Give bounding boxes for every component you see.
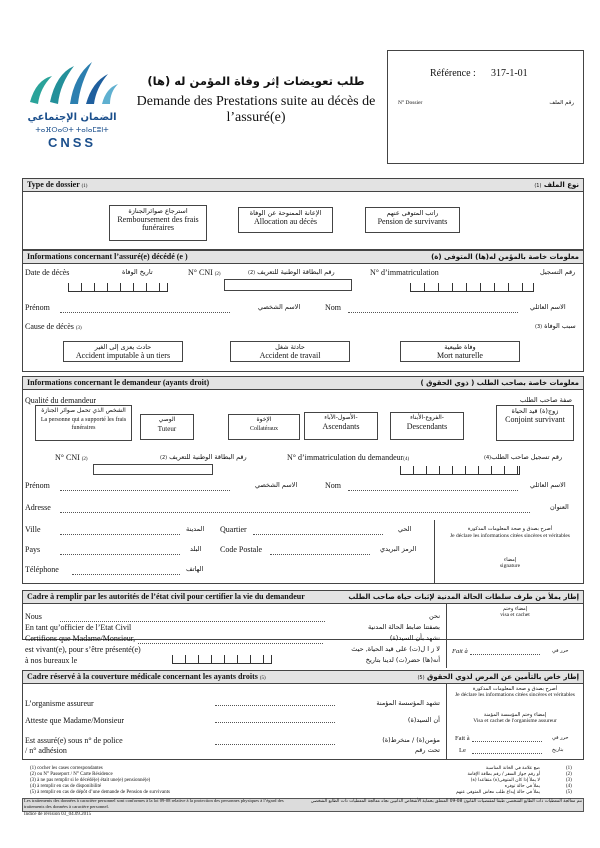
atteste-input[interactable]	[215, 722, 335, 723]
pays-input[interactable]	[60, 554, 180, 555]
immat-input[interactable]	[410, 283, 534, 292]
qualite-fr: Tuteur	[157, 424, 177, 433]
cause-mort-naturelle[interactable]	[400, 341, 520, 362]
quartier-input[interactable]	[253, 534, 383, 535]
immat-label: N° d’immatriculation	[370, 268, 439, 277]
civil-title-ar: إطار يملأ من طرف سلطات الحالة المدنية لإثبات حياة صاحب الطلب	[348, 593, 579, 601]
option-fr: Remboursement des frais funéraires	[117, 214, 199, 232]
qualite-ar: زوج(ة) قيد الحياة	[511, 407, 559, 415]
qualite-tuteur[interactable]	[140, 414, 194, 440]
dossier-label-ar: رقم الملف	[549, 100, 574, 106]
prenom-input[interactable]	[60, 312, 230, 313]
cause-label-ar-text: سبب الوفاة	[544, 322, 576, 330]
qualite-conjoint[interactable]	[496, 405, 574, 441]
app-cni-label-ar	[160, 453, 247, 461]
qualite-fr: Collatéraux	[250, 425, 278, 432]
app-nom-label: Nom	[325, 481, 341, 490]
app-nom-input[interactable]	[348, 490, 518, 491]
app-prenom-label: Prénom	[25, 481, 50, 490]
cause-fr: Accident de travail	[259, 350, 321, 360]
ville-input[interactable]	[60, 534, 180, 535]
type-dossier-title-ar: نوع الملف	[543, 181, 579, 189]
cp-input[interactable]	[270, 554, 370, 555]
atteste-label-ar: أن السيد(ة)	[407, 716, 440, 724]
footnote-num: (3)	[566, 778, 572, 783]
option-remboursement-frais[interactable]	[109, 205, 207, 241]
police-label-ar2: تحت رقم	[414, 746, 440, 754]
prenom-label-ar: الاسم الشخصي	[258, 303, 301, 311]
footnote-fr: (4) à remplir en cas de disponibilité	[30, 784, 102, 789]
applicant-header	[22, 376, 584, 390]
nom-input[interactable]	[348, 312, 518, 313]
qualite-collateraux[interactable]	[228, 414, 300, 440]
cp-label: Code Postale	[220, 545, 262, 554]
cni-label-text: N° CNI	[188, 268, 213, 277]
app-immat-ar-text: رقم تسجيل صاحب الطلب	[491, 453, 563, 461]
date-deces-label-ar: تاريخ الوفاة	[122, 268, 153, 276]
app-immat-text: N° d’immatriculation du demandeur	[287, 453, 404, 462]
civil-stamp-fr: visa et cachet	[500, 612, 530, 618]
qualite-ar: الوصي	[158, 416, 176, 423]
civil-nous-input[interactable]	[60, 621, 325, 622]
quartier-label-ar: الحي	[398, 525, 412, 533]
legal-ar: تتم معالجة المعطيات ذات الطابع الشخصي طبقا لمقتضيات القانون 08-09 المتعلق بحماية الأشخاص الذاتيين تجاه معالجة المعطيات ذات الطابع الشخصي	[310, 799, 582, 804]
type-dossier-note-ar: (1)	[534, 183, 542, 189]
logo-tifinagh: ⵜⴰⴼⵔⴰⵙⵜ ⵜⴰⵏⴰⵎⵓⵏⵜ	[35, 126, 109, 134]
cp-label-ar: الرمز البريدي	[380, 545, 417, 553]
footnote-fr: (3) à ne pas remplir si le décédé(e) était une(e) pensionné(e)	[30, 778, 151, 783]
option-fr: Allocation au décès	[253, 216, 318, 226]
qualite-ar: الإخوة	[256, 416, 272, 423]
option-fr: Pension de survivants	[377, 216, 448, 226]
cause-label-text: Cause de décès	[25, 322, 74, 331]
police-label-ar: مؤمن(ة) / منخرط(ة)	[382, 736, 440, 744]
civil-line-ar: أنه(ها) حضر(ت) لدينا بتاريخ	[365, 656, 440, 664]
adresse-label: Adresse	[25, 503, 51, 512]
civil-line-ar: نشهد بأن السيد(ة)	[389, 634, 440, 642]
footnote-num: (4)	[566, 784, 572, 789]
civil-title: Cadre à remplir par les autorités de l’état civil pour certifier la vie du demandeur	[27, 592, 305, 601]
medical-note-ar: (5)	[417, 675, 425, 681]
cause-label	[25, 322, 82, 331]
civil-stamp-ar: إمضاء وختم	[502, 606, 528, 612]
police-input[interactable]	[215, 744, 335, 745]
applicant-title: Informations concernant le demandeur (ayants droit)	[27, 378, 210, 387]
option-ar: استرجاع صوائرالجنازة	[128, 207, 188, 215]
medical-title: Cadre réservé à la couverture médicale concernant les ayants droits	[27, 672, 258, 681]
app-immat-label-ar	[484, 453, 562, 461]
footnote-ar: يملأ في حالة إيداع طلب معاش المتوفى عنهم	[455, 790, 540, 795]
type-dossier-note: (1)	[81, 184, 88, 189]
option-pension-survivants[interactable]	[365, 207, 460, 233]
pays-label: Pays	[25, 545, 41, 554]
qualite-descendants[interactable]	[390, 412, 464, 440]
applicant-title-ar: معلومات خاصة بصاحب الطلب ( ذوي الحقوق )	[420, 379, 579, 387]
civil-line-fr: Nous	[25, 612, 42, 621]
date-deces-label: Date de décès	[25, 268, 70, 277]
footnote-ar: لا يملأ إذا كان المتوفى(ة) متقاعدا (ة)	[470, 778, 540, 783]
insured-title-ar: معلومات خاصة بالمؤمن له(ها) المتوفى (ة)	[431, 253, 579, 261]
medical-fait-ar: حرر في	[552, 735, 569, 741]
logo-emblem-icon	[22, 52, 122, 112]
ville-label: Ville	[25, 525, 41, 534]
app-cni-label	[55, 453, 88, 462]
insured-header	[22, 250, 584, 264]
civil-line-ar: نحن	[429, 612, 440, 620]
qualite-fr: Descendants	[406, 421, 448, 431]
nom-label-ar: الاسم العائلي	[530, 303, 566, 311]
cause-label-ar	[535, 322, 576, 330]
option-ar: الإعانة الممنوحة عن الوفاة	[249, 209, 322, 217]
app-cni-text: N° CNI	[55, 453, 80, 462]
app-nom-label-ar: الاسم العائلي	[530, 481, 566, 489]
cause-ar: حادث يعزى إلى الغير	[94, 343, 152, 351]
medical-decl-fr: Je déclare les informations citées sincères et véritables	[455, 692, 575, 698]
logo-cnss: CNSS	[47, 135, 97, 150]
app-immat-note-ar: (4)	[484, 455, 492, 461]
qualite-fr: Conjoint survivant	[505, 414, 565, 424]
date-deces-input[interactable]	[68, 283, 168, 292]
cause-note-ar: (3)	[535, 324, 543, 330]
title-french: Demande des Prestations suite au décès de l’assuré(e)	[136, 94, 376, 125]
medical-fait-label: Fait à	[455, 735, 470, 742]
type-dossier-header	[22, 178, 584, 192]
cause-ar: وفاة طبيعية	[444, 343, 476, 351]
sig-ar: إمضاء	[503, 557, 517, 563]
civil-fait-ar: حرر في	[552, 648, 569, 654]
prenom-label: Prénom	[25, 303, 50, 312]
adhesion-label: / n° adhésion	[25, 746, 67, 755]
medical-note: (5)	[259, 676, 266, 681]
qualite-label-ar: صفة صاحب الطلب	[520, 396, 572, 404]
title-arabic: طلب تعويضات إثر وفاة المؤمن له (ها)	[147, 74, 365, 88]
footnote-fr: (5) à remplir en cas de dépôt d’une demande de Pension de survivants	[30, 790, 170, 795]
decl-ar: أصرح بصدق و صحة المعلومات المذكورة	[467, 526, 553, 532]
cni-input[interactable]	[224, 279, 352, 291]
qualite-ascendants[interactable]	[304, 412, 378, 440]
footnote-num: (5)	[566, 790, 572, 795]
org-label: L’organisme assureur	[25, 699, 94, 708]
medical-header	[22, 670, 584, 684]
qualite-fr: Ascendants	[322, 421, 360, 431]
footnote-ar: أو رقم جواز السفر / رقم بطاقة الإقامة	[467, 772, 540, 777]
app-prenom-input[interactable]	[60, 490, 230, 491]
civil-line-ar: بصفتنا ضابط الحالة المدنية	[368, 623, 440, 631]
medical-stamp-fr: Visa et cachet de l'organisme assureur	[473, 718, 557, 724]
footnote-fr: (1) cocher les cases correspondantes	[30, 766, 103, 771]
cni-label	[188, 268, 221, 277]
cause-accident-travail[interactable]	[230, 341, 350, 362]
civil-madame-input[interactable]	[138, 643, 323, 644]
civil-date-input[interactable]	[172, 655, 272, 664]
app-cni-ar-text: رقم البطاقة الوطنية للتعريف	[169, 453, 247, 461]
app-immat-label	[287, 453, 409, 462]
cni-label-ar-text: رقم البطاقة الوطنية للتعريف	[257, 268, 335, 276]
cause-fr: Accident imputable à un tiers	[75, 350, 171, 360]
medical-decl-ar: أصرح بصدق و صحة المعلومات المذكورة	[472, 686, 558, 692]
tel-label: Téléphone	[25, 565, 59, 574]
app-cni-note: (2)	[81, 457, 88, 462]
app-immat-input[interactable]	[400, 466, 520, 475]
adresse-label-ar: العنوان	[550, 503, 569, 511]
app-cni-note-ar: (2)	[160, 455, 168, 461]
cni-note-ar: (2)	[248, 270, 256, 276]
app-cni-input[interactable]	[93, 464, 213, 475]
adresse-input[interactable]	[60, 512, 530, 513]
insured-title: Informations concernant l’assuré(e) décédé (e )	[27, 252, 188, 261]
medical-fait-input[interactable]	[472, 741, 542, 742]
decl-fr: Je déclare les informations citées sincères et véritables	[450, 533, 570, 539]
qualite-fr: La personne qui a supporté les frais funéraires	[40, 416, 127, 431]
quartier-label: Quartier	[220, 525, 247, 534]
revision-index: Indice de révision 03_04.09.2015	[24, 812, 92, 817]
ville-label-ar: المدينة	[186, 525, 205, 533]
footnote-num: (2)	[566, 772, 572, 777]
immat-label-ar: رقم التسجيل	[540, 268, 576, 276]
dossier-label-fr: N° Dossier	[398, 100, 423, 106]
legal-fr: Les traitements des données à caractère personnel sont conformes à la loi 09-08 relative à la protection des personnes physiques à l’égard des traitements des données à caractère personnel.	[24, 798, 284, 809]
civil-line-fr: à nos bureaux le	[25, 656, 78, 665]
cause-ar: حادثة شغل	[275, 343, 305, 351]
medical-le-ar: بتاريخ	[552, 747, 564, 753]
medical-le-label: Le	[459, 747, 466, 754]
logo-arabic: الضمان الإجتماعي	[27, 112, 117, 123]
civil-header	[22, 590, 584, 604]
civil-line-fr: est vivant(e), pour s’être présenté(e)	[25, 645, 141, 654]
app-prenom-label-ar: الاسم الشخصي	[255, 481, 298, 489]
cause-fr: Mort naturelle	[437, 350, 483, 360]
atteste-label: Atteste que Madame/Monsieur	[25, 716, 125, 725]
footnote-ar: ضع علامة في الخانة المناسبة	[485, 766, 540, 771]
sig-fr: signature	[499, 563, 521, 569]
option-ar: راتب المتوفى عنهم	[386, 209, 439, 217]
qualite-frais-funeraires[interactable]	[35, 405, 132, 441]
footnote-fr: (2) ou N° Passeport / N° Carte Résidence	[30, 772, 113, 777]
civil-line-fr: Certifions que Madame/Monsieur,	[25, 634, 136, 643]
cause-accident-tiers[interactable]	[63, 341, 183, 362]
qualite-ar: الأصول-الآباء-	[324, 414, 358, 421]
footnote-num: (1)	[566, 766, 572, 771]
org-label-ar: تشهد المؤسسة المؤمنة	[376, 699, 440, 707]
cause-note: (3)	[75, 326, 82, 331]
medical-le-input[interactable]	[472, 753, 542, 754]
reference-label: Référence :	[430, 68, 476, 79]
type-dossier-title: Type de dossier	[27, 180, 80, 189]
option-allocation-deces[interactable]	[238, 207, 333, 233]
footnote-ar: يملأ في حالة توفره	[504, 784, 540, 789]
reference-box	[387, 50, 584, 164]
pays-label-ar: البلد	[190, 545, 202, 553]
civil-line-fr: En tant qu’officier de l’Etat Civil	[25, 623, 132, 632]
civil-fait-label: Fait à	[452, 648, 468, 655]
medical-stamp-ar: إمضاء وختم المؤسسة المؤمنة	[483, 712, 547, 718]
medical-stamp-box	[446, 684, 447, 760]
org-input[interactable]	[215, 705, 335, 706]
cni-note: (2)	[214, 272, 221, 277]
police-label: Est assuré(e) sous n° de police	[25, 736, 123, 745]
tel-input[interactable]	[72, 574, 180, 575]
nom-label: Nom	[325, 303, 341, 312]
civil-stamp-box	[446, 604, 447, 668]
qualite-ar: الشخص الذي تحمل صوائر الجنازة	[41, 407, 126, 414]
tel-label-ar: الهاتف	[186, 565, 204, 573]
medical-title-ar: إطار خاص بالتأمين عن المرض لذوي الحقوق	[427, 673, 579, 681]
qualite-label: Qualité du demandeur	[25, 396, 97, 405]
civil-fait-input[interactable]	[470, 654, 540, 655]
app-immat-note: (4)	[403, 457, 410, 462]
civil-line-ar: لا ز ا ل(ت) على قيد الحياة, حيث	[351, 645, 440, 653]
cni-label-ar	[248, 268, 335, 276]
reference-value: 317-1-01	[491, 68, 528, 79]
qualite-ar: الفروع-الأبناء-	[410, 414, 444, 421]
cnss-logo	[22, 52, 122, 150]
